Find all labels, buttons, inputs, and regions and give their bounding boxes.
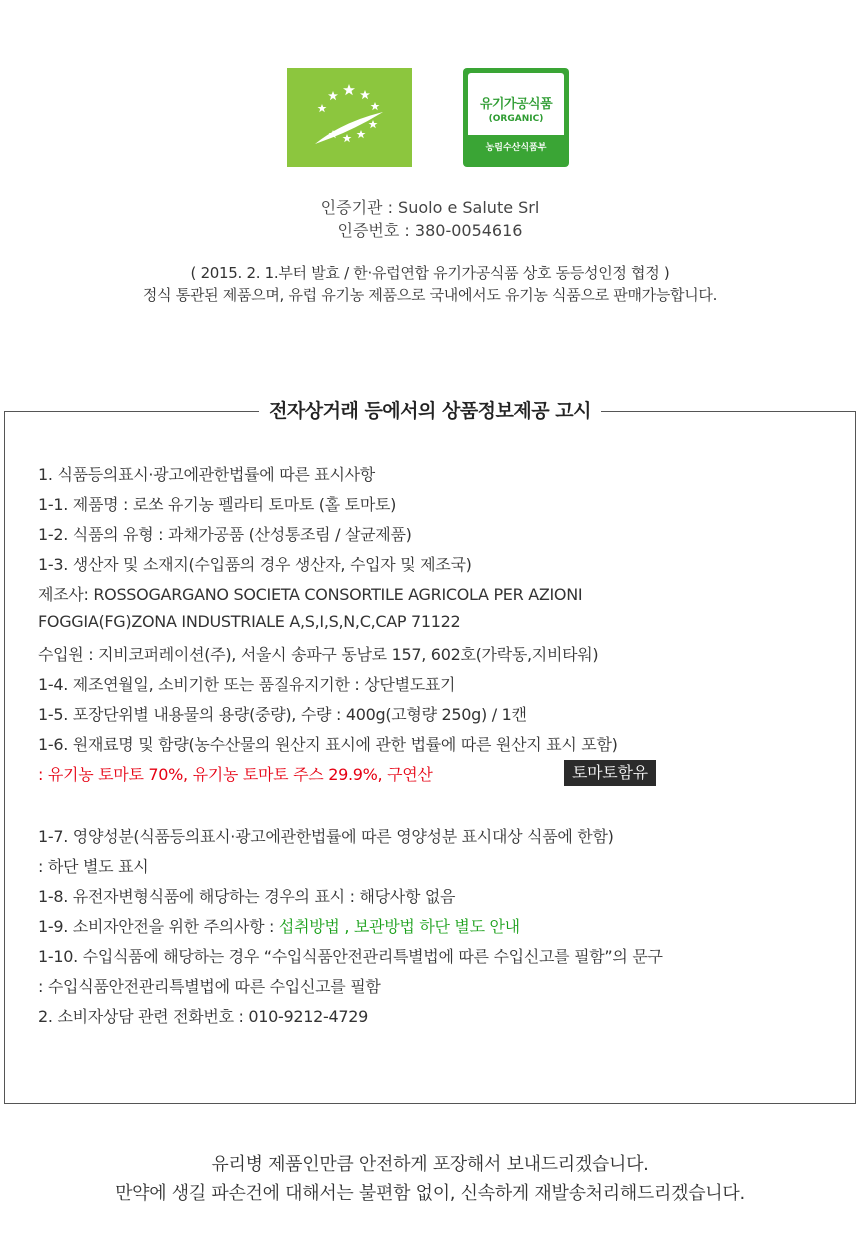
eu-leaf-stars-icon xyxy=(287,68,412,167)
shipping-notice xyxy=(0,1150,860,1208)
kr-logo-title: 유기가공식품 xyxy=(479,97,553,112)
cert-agency: 인증기관 : Suolo e Salute Srl xyxy=(320,198,540,217)
info-line: 1-6. 원재료명 및 함량(농수산물의 원산지 표시에 관한 법률에 따른 원산지 표시 포함) xyxy=(38,735,618,754)
info-line: : 하단 별도 표시 xyxy=(38,857,149,876)
certification-logos xyxy=(0,68,860,168)
agreement-notice xyxy=(0,262,860,306)
notice-line-2: 정식 통관된 제품으며, 유럽 유기농 제품으로 국내에서도 유기농 식품으로 판매가능합니다. xyxy=(142,286,718,304)
ingredients-text: : 유기농 토마토 70%, 유기농 토마토 주스 29.9%, 구연산 xyxy=(38,765,433,784)
kr-logo-subtitle: (ORGANIC) xyxy=(488,114,544,124)
info-line: 2. 소비자상담 관련 전화번호 : 010-9212-4729 xyxy=(38,1007,369,1026)
info-line: : 수입식품안전관리특별법에 따른 수입신고를 필함 xyxy=(38,977,381,996)
safety-line xyxy=(38,914,520,937)
info-line: 1-5. 포장단위별 내용물의 용량(중량), 수량 : 400g(고형량 250g) / 1캔 xyxy=(38,705,527,724)
ingredients-line xyxy=(38,762,838,792)
info-line: 1-8. 유전자변형식품에 해당하는 경우의 표시 : 해당사항 없음 xyxy=(38,887,456,906)
info-line: FOGGIA(FG)ZONA INDUSTRIALE A,S,I,S,N,C,CAP 71122 xyxy=(38,612,461,631)
info-line: 1-1. 제품명 : 로쏘 유기농 펠라티 토마토 (홀 토마토) xyxy=(38,495,397,514)
certification-info xyxy=(0,196,860,242)
info-line: 1-7. 영양성분(식품등의표시·광고에관한법률에 따른 영양성분 표시대상 식품에 한함) xyxy=(38,827,614,846)
info-line: 1-2. 식품의 유형 : 과채가공품 (산성통조림 / 살균제품) xyxy=(38,525,412,544)
notice-line-1: ( 2015. 2. 1.부터 발효 / 한·유럽연합 유기가공식품 상호 동등성인정 협정 ) xyxy=(190,264,670,282)
safety-label: 1-9. 소비자안전을 위한 주의사항 : xyxy=(38,917,279,936)
info-line: 1. 식품등의표시·광고에관한법률에 따른 표시사항 xyxy=(38,465,375,484)
shipping-line-2: 만약에 생길 파손건에 대해서는 불편함 없이, 신속하게 재발송처리해드리겠습니다. xyxy=(115,1183,745,1204)
kr-logo-ministry: 농림수산식품부 xyxy=(485,143,547,153)
info-line: 1-3. 생산자 및 소재지(수입품의 경우 생산자, 수입자 및 제조국) xyxy=(38,555,472,574)
info-line: 수입원 : 지비코퍼레이션(주), 서울시 송파구 동남로 157, 602호(가락동,지비타워) xyxy=(38,645,599,664)
info-line: 1-10. 수입식품에 해당하는 경우 “수입식품안전관리특별법에 따른 수입신고를 필함”의 문구 xyxy=(38,947,663,966)
shipping-line-1: 유리병 제품인만큼 안전하게 포장해서 보내드리겠습니다. xyxy=(211,1154,649,1175)
product-info-title: 전자상거래 등에서의 상품정보제공 고시 xyxy=(0,396,860,423)
info-line: 1-4. 제조연월일, 소비기한 또는 품질유지기한 : 상단별도표기 xyxy=(38,675,456,694)
cert-number: 인증번호 : 380-0054616 xyxy=(337,221,523,240)
eu-organic-logo xyxy=(287,68,412,167)
korea-organic-logo xyxy=(463,68,569,167)
info-line: 제조사: ROSSOGARGANO SOCIETA CONSORTILE AGRICOLA PER AZIONI xyxy=(38,585,583,604)
tomato-badge: 토마토함유 xyxy=(564,760,656,786)
safety-note: 섭취방법 , 보관방법 하단 별도 안내 xyxy=(278,917,520,936)
